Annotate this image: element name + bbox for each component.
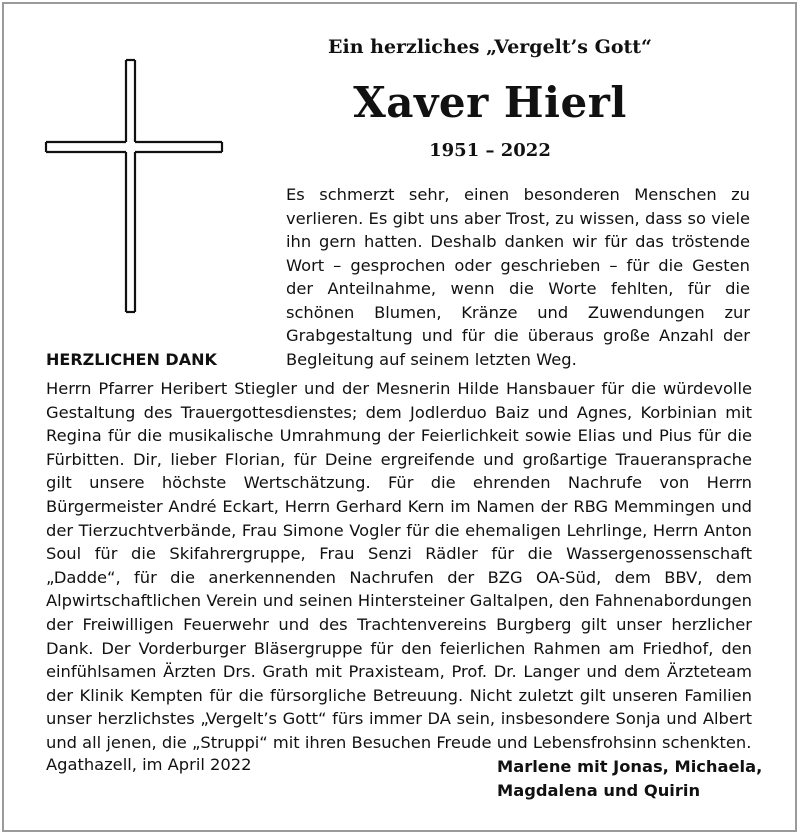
- signers-line-2: Magdalena und Quirin: [497, 781, 701, 800]
- thanks-heading: HERZLICHEN DANK: [46, 350, 217, 369]
- signers-line-1: Marlene mit Jonas, Michaela,: [497, 757, 763, 776]
- cross-icon: [44, 58, 224, 314]
- thanks-paragraph: Herrn Pfarrer Heribert Stiegler und der Mesnerin Hilde Hansbauer für die würdevolle Gestaltung des Trauergottesdienstes; dem Jodlerduo Baiz und Agnes, Korbinian mit Regina für die musikalische Umrahmung der Feierlichkeit sowie Elias und Pius für die Fürbitten. Dir, lieber Florian, für Deine ergreifende und großartige Traueransprache gilt unsere höchste Wertschätzung. Für die ehrenden Nachrufe von Herrn Bürgermeister André Eckart, Herrn Gerhard Kern im Namen der RBG Memmingen und der Tierzuchtverbände, Frau Simone Vogler für die ehemaligen Lehrlinge, Herrn Anton Soul für die Skifahrergruppe, Frau Senzi Rädler für die Wassergenossenschaft „Dadde“, für die anerkennenden Nachrufen der BZG OA-Süd, dem BBV, dem Alpwirtschaftlichen Verein und seinen Hintersteiner Galtalpen, den Fahnenabordungen der Freiwilligen Feuerwehr und des Trachtenvereins Burgberg gilt unser herzlicher Dank. Der Vorderburger Bläsergruppe für den feierlichen Rahmen am Friedhof, den einfühlsamen Ärzten Drs. Grath mit Praxisteam, Prof. Dr. Langer und dem Ärzteteam der Klinik Kempten für die fürsorgliche Betreuung. Nicht zuletzt gilt unseren Familien unser herzlichstes „Vergelt’s Gott“ fürs immer DA sein, insbesondere Sonja und Albert und all jenen, die „Struppi“ mit ihren Besuchen Freude und Lebensfrohsinn schenkten.: [46, 379, 752, 752]
- life-years: 1951 – 2022: [429, 140, 551, 161]
- signers: [497, 755, 763, 803]
- intro-paragraph: Es schmerzt sehr, einen besonderen Menschen zu verlieren. Es gibt uns aber Trost, zu wissen, dass so viele ihn gern hatten. Deshalb danken wir für das tröstende Wort – gesprochen oder geschrieben – für die Gesten der Anteilnahme, wenn die Worte fehlten, für die schönen Blumen, Kränze und Zuwendungen zur Grabgestaltung und für die überaus große Anzahl der Begleitung auf seinem letzten Weg.: [286, 185, 750, 369]
- deceased-name: Xaver Hierl: [353, 78, 627, 127]
- notice-subtitle: Ein herzliches „Vergelt’s Gott“: [328, 36, 652, 58]
- place-date: Agathazell, im April 2022: [46, 755, 252, 774]
